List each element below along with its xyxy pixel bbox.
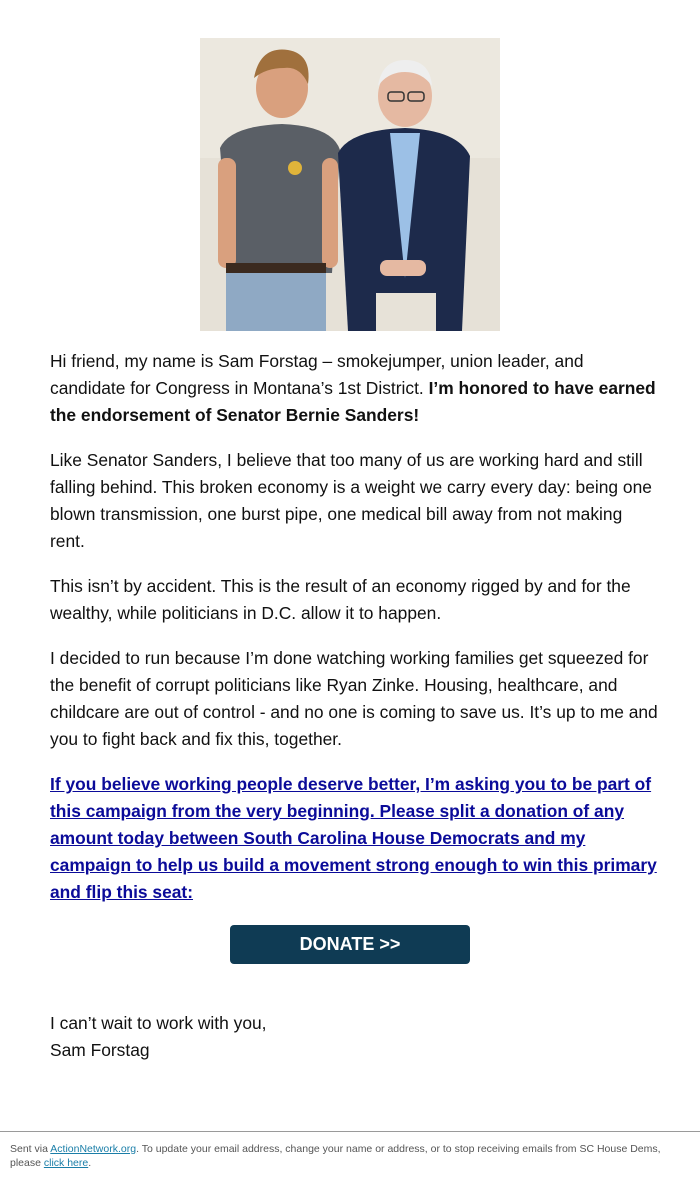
footer-suffix: . (88, 1157, 92, 1169)
photo-illustration (200, 38, 500, 331)
signoff-line: I can’t wait to work with you, (50, 1013, 267, 1033)
signoff (50, 1010, 267, 1064)
donation-appeal-link[interactable]: If you believe working people deserve better, I’m asking you to be part of this campaign from the very beginning. Please split a donation of any amount today between South Carolina House Democrats and my campaign to help us build a movement strong enough to win this primary and flip this seat: (50, 774, 657, 902)
footer-prefix: Sent via (10, 1143, 51, 1155)
donate-button-container (230, 925, 470, 964)
footer-divider (0, 1131, 700, 1132)
endorsement-photo (200, 38, 500, 331)
donate-button[interactable]: DONATE >> (230, 925, 470, 964)
unsubscribe-link[interactable]: click here (43, 1157, 89, 1169)
intro-paragraph (50, 348, 660, 429)
endorsement-highlight: I’m honored to have earned the endorsement of Senator Bernie Sanders! (50, 378, 656, 425)
footer-text: . To update your email address, change your name or address, or to stop receiving emails from SC House Dems, please (10, 1143, 661, 1169)
email-body (50, 348, 660, 906)
economy-paragraph: Like Senator Sanders, I believe that too many of us are working hard and still falling behind. This broken economy is a weight we carry every day: being one blown transmission, one burst pipe, one medical bill away from not making rent. (50, 450, 652, 551)
email-footer (10, 1142, 680, 1170)
rigged-economy-paragraph: This isn’t by accident. This is the result of an economy rigged by and for the wealthy, while politicians in D.C. allow it to happen. (50, 576, 631, 623)
why-run-paragraph: I decided to run because I’m done watching working families get squeezed for the benefit of corrupt politicians like Ryan Zinke. Housing, healthcare, and childcare are out of control - and no one is coming to save us. It’s up to me and you to fight back and fix this, together. (50, 648, 658, 749)
signature-name: Sam Forstag (50, 1040, 150, 1060)
actionnetwork-link[interactable]: ActionNetwork.org (50, 1143, 137, 1155)
intro-text: Hi friend, my name is Sam Forstag – smokejumper, union leader, and candidate for Congress in Montana’s 1st District. (50, 351, 584, 398)
